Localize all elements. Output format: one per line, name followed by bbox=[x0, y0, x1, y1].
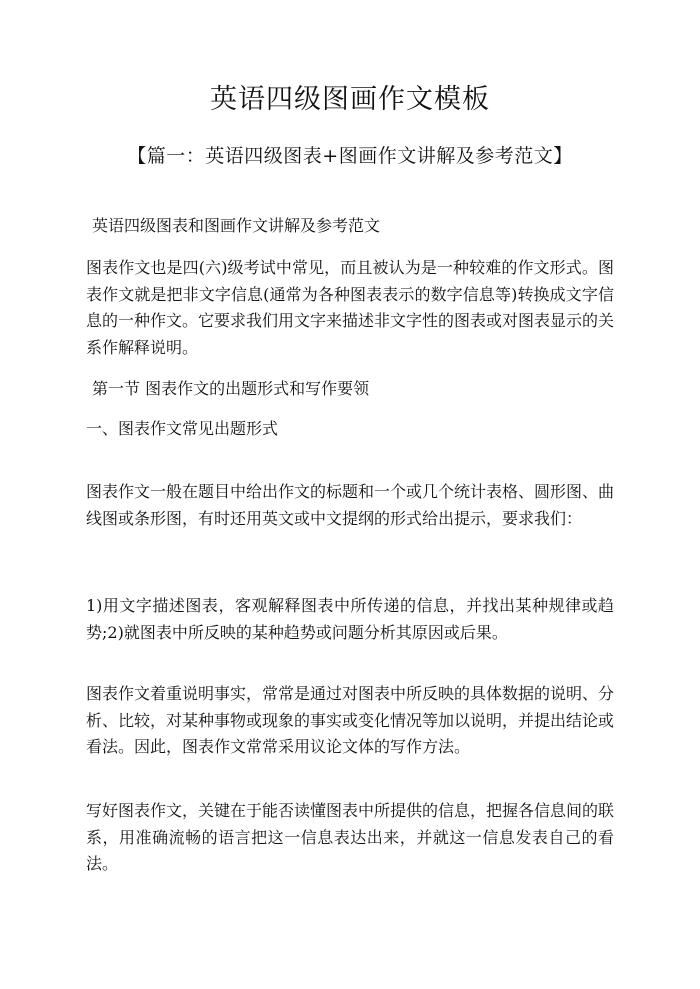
chapter-heading: 第一节 图表作文的出题形式和写作要领 bbox=[92, 379, 370, 398]
paragraph-focus: 图表作文着重说明事实，常常是通过对图表中所反映的具体数据的说明、分析、比较，对某种事物或现象的事实或变化情况等加以说明，并提出结论或看法。因此，图表作文常常采用议论文体的写作方法。 bbox=[86, 684, 615, 756]
document-subtitle: 【篇一：英语四级图表+图画作文讲解及参考范文】 bbox=[127, 145, 573, 167]
paragraph-key: 写好图表作文，关键在于能否读懂图表中所提供的信息，把握各信息间的联系，用准确流畅的语言把这一信息表达出来，并就这一信息发表自己的看法。 bbox=[86, 801, 615, 873]
paragraph-requirements: 1)用文字描述图表，客观解释图表中所传递的信息，并找出某种规律或趋势;2)就图表中所反映的某种趋势或问题分析其原因或后果。 bbox=[86, 596, 614, 642]
paragraph-forms: 图表作文一般在题目中给出作文的标题和一个或几个统计表格、圆形图、曲线图或条形图，有时还用英文或中文提纲的形式给出提示，要求我们： bbox=[86, 482, 615, 528]
subheading-question-forms: 一、图表作文常见出题形式 bbox=[86, 419, 279, 438]
section-heading: 英语四级图表和图画作文讲解及参考范文 bbox=[92, 216, 381, 235]
paragraph-intro: 图表作文也是四(六)级考试中常见，而且被认为是一种较难的作文形式。图表作文就是把非文字信息(通常为各种图表表示的数字信息等)转换成文字信息的一种作文。它要求我们用文字来描述非文字性的图表或对图表显示的关系作解释说明。 bbox=[86, 258, 615, 357]
document-title: 英语四级图画作文模板 bbox=[210, 84, 490, 115]
